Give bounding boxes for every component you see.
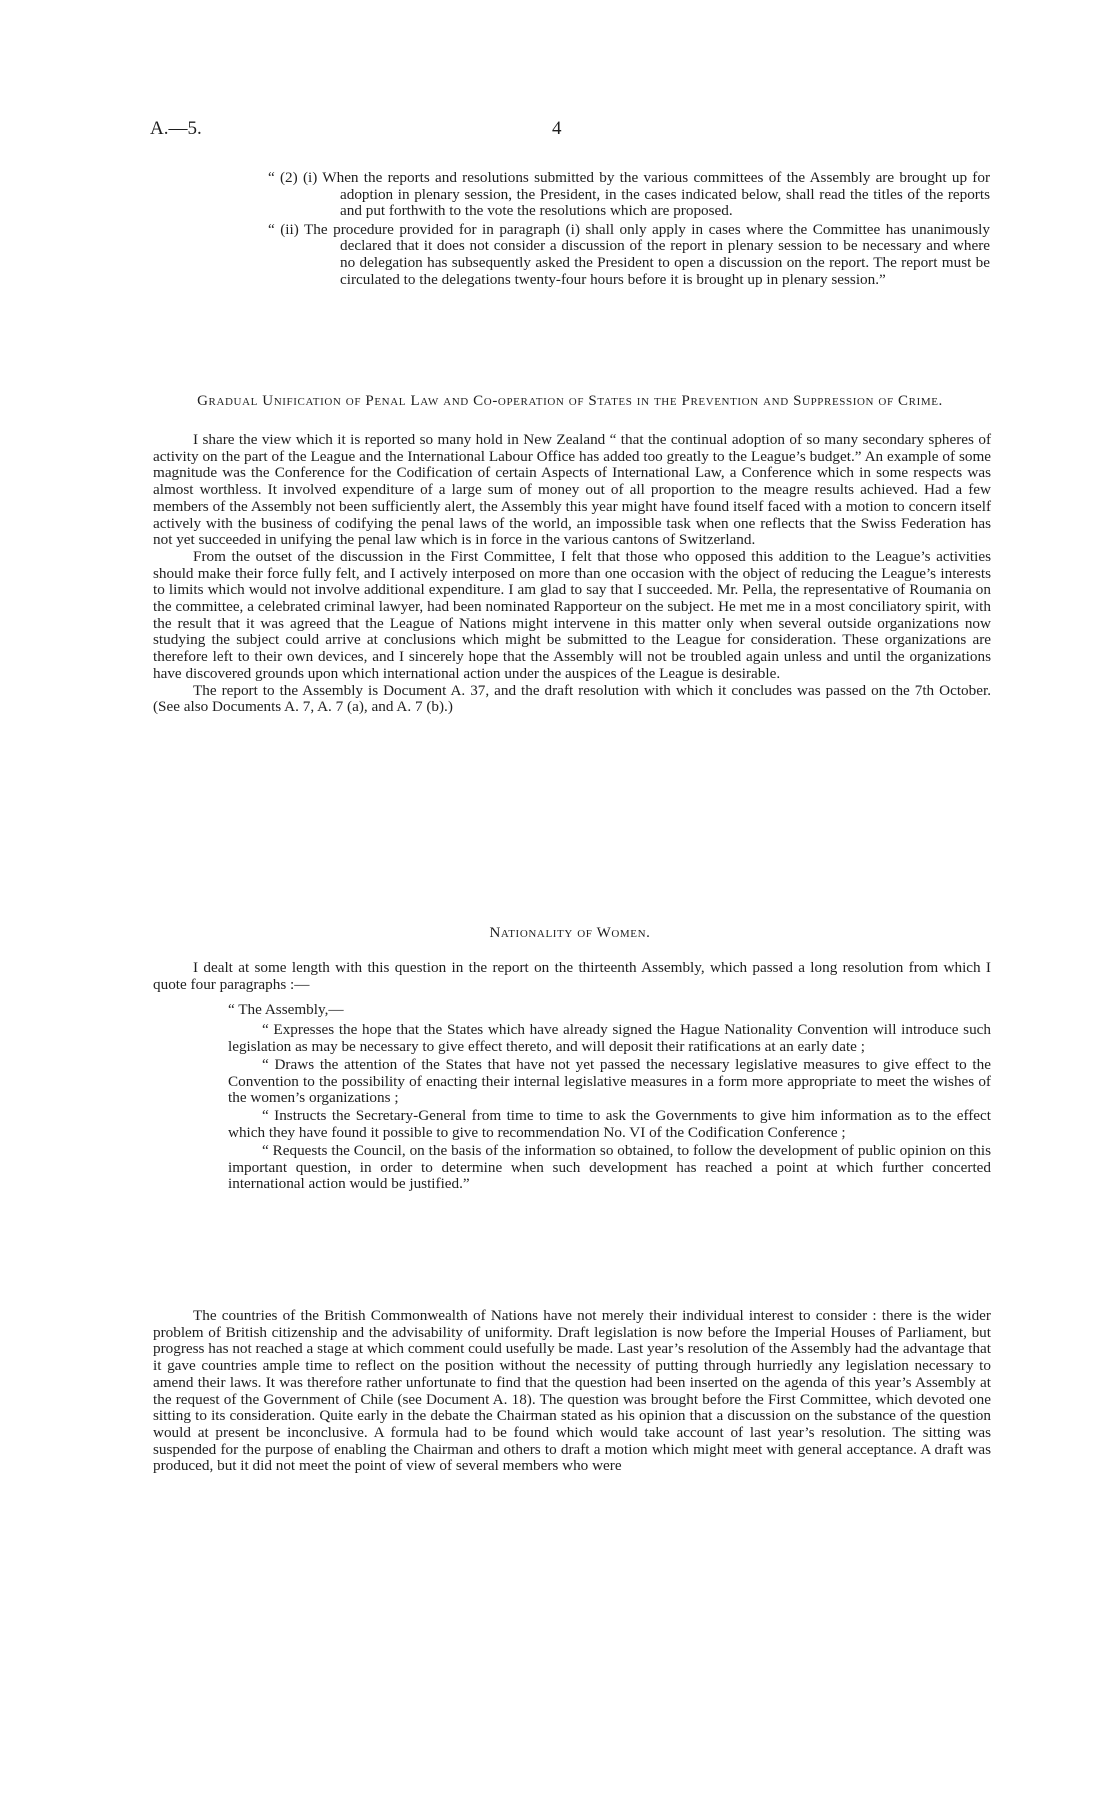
section-closing-nationality-of-women <box>153 1308 991 1475</box>
page-number: 4 <box>552 118 562 139</box>
rule-item-ii: “ (ii) The procedure provided for in paragraph (i) shall only apply in cases where the Committee has unanimously declared that it does not consider a discussion of the report in plenary session to be necessary and where no delegation has subsequently asked the President to open a discussion on the report. The report must be circulated to the delegations twenty-four hours before it is brought up in plenary session.” <box>268 220 990 288</box>
quote-lead: “ The Assembly,— <box>228 1001 344 1018</box>
paragraph: I dealt at some length with this question in the report on the thirteenth Assembly, which passed a long resolution from which I quote four paragraphs :— <box>153 959 991 993</box>
section-heading-penal-law: Gradual Unification of Penal Law and Co-operation of States in the Prevention and Suppression of Crime. <box>197 393 943 409</box>
section-heading-nationality-of-women: Nationality of Women. <box>489 925 651 941</box>
rules-quotation <box>268 170 990 290</box>
paragraph: I share the view which it is reported so many hold in New Zealand “ that the continual adoption of so many secondary spheres of activity on the part of the League and the International Labour Office has added too greatly to the League’s budget.” An example of some magnitude was the Conference for the Codification of certain Aspects of International Law, a Conference which in some respects was almost worthless. It involved expenditure of a large sum of money out of all proportion to the meagre results achieved. Had a few members of the Assembly not been sufficiently alert, the Assembly this year might have found itself faced with a motion to concern itself actively with the business of codifying the penal laws of the world, an impossible task when one reflects that the Swiss Federation has not yet succeeded in unifying the penal law which is in force in the various cantons of Switzerland. <box>153 431 991 549</box>
quote-paragraph: “ Requests the Council, on the basis of the information so obtained, to follow the development of public opinion on this important question, in order to determine when such development has reached a point at which further concerted international action would be justified.” <box>228 1142 991 1193</box>
quote-paragraph: “ Draws the attention of the States that have not yet passed the necessary legislative measures to give effect to the Convention to the possibility of enacting their internal legislative measures in a form more appropriate to meet the wishes of the women’s organizations ; <box>228 1056 991 1107</box>
paragraph: The countries of the British Commonwealth of Nations have not merely their individual interest to consider : there is the wider problem of British citizenship and the advisability of uniformity. Draft legislation is now before the Imperial Houses of Parliament, but progress has not reached a stage at which comment could usefully be made. Last year’s resolution of the Assembly had the advantage that it gave countries ample time to reflect on the position without the necessity of putting through hurriedly any legislation necessary to amend their laws. It was therefore rather unfortunate to find that the question had been inserted on the agenda of this year’s Assembly at the request of the Government of Chile (see Document A. 18). The question was brought before the First Committee, which devoted one sitting to its consideration. Quite early in the debate the Chairman stated as his opinion that a discussion on the substance of the question would at present be inconclusive. A formula had to be found which would take account of last year’s resolution. The sitting was suspended for the purpose of enabling the Chairman and others to draft a motion which might meet with general acceptance. A draft was produced, but it did not meet the point of view of several members who were <box>153 1307 991 1475</box>
quote-paragraph: “ Instructs the Secretary-General from time to time to ask the Governments to give him information as to the effect which they have found it possible to give to recommendation No. VI of the Codification Conference ; <box>228 1107 991 1141</box>
paragraph: From the outset of the discussion in the First Committee, I felt that those who opposed this addition to the League’s activities should make their force fully felt, and I actively interposed on more than one occasion with the object of reducing the League’s interests to limits which would not involve additional expenditure. I am glad to say that I succeeded. Mr. Pella, the representative of Roumania on the committee, a celebrated criminal lawyer, had been nominated Rapporteur on the subject. He met me in a most conciliatory spirit, with the result that it was agreed that the League of Nations might intervene in this matter only when several outside organizations now studying the subject could arrive at conclusions which might be submitted to the League for consideration. These organizations are therefore left to their own devices, and I sincerely hope that the Assembly will not be troubled again unless and until the organizations have discovered grounds upon which international action under the auspices of the League is desirable. <box>153 547 991 682</box>
section-body-penal-law <box>153 432 991 716</box>
document-reference: A.—5. <box>150 118 202 139</box>
quote-paragraph: “ Expresses the hope that the States which have already signed the Hague Nationality Convention will introduce such legislation as may be necessary to give effect thereto, and will deposit their ratifications at an early date ; <box>228 1021 991 1055</box>
paragraph: The report to the Assembly is Document A. 37, and the draft resolution with which it concludes was passed on the 7th October. (See also Documents A. 7, A. 7 (a), and A. 7 (b).) <box>153 681 991 716</box>
page-header <box>150 118 980 144</box>
section-intro-nationality-of-women <box>153 960 991 993</box>
rule-item-i: “ (2) (i) When the reports and resolutions submitted by the various committees of the Assembly are brought up for adoption in plenary session, the President, in the cases indicated below, shall read the titles of the reports and put forthwith to the vote the resolutions which are proposed. <box>268 169 990 220</box>
assembly-resolution-quote <box>228 1002 991 1194</box>
